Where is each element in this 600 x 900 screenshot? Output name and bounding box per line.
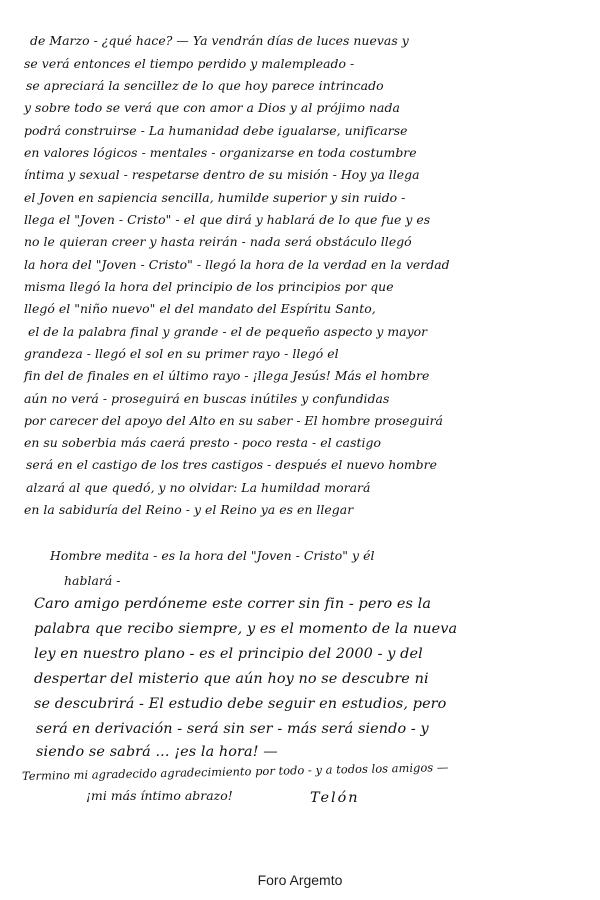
letter-line: Termino mi agradecido agradecimiento por todo - y a todos los amigos —: [21, 760, 449, 783]
letter-line: en valores lógicos - mentales - organizarse en toda costumbre: [24, 145, 417, 160]
letter-line: de Marzo - ¿qué hace? — Ya vendrán días de luces nuevas y: [30, 33, 409, 48]
letter-line: misma llegó la hora del principio de los principios por que: [24, 279, 394, 294]
letter-line: en la sabiduría del Reino - y el Reino ya es en llegar: [24, 502, 354, 517]
letter-line: por carecer del apoyo del Alto en su saber - El hombre proseguirá: [24, 413, 443, 428]
letter-line: Hombre medita - es la hora del "Joven - Cristo" y él: [50, 548, 375, 563]
letter-line: alzará al que quedó, y no olvidar: La humildad morará: [26, 480, 371, 495]
letter-line: ley en nuestro plano - es el principio del 2000 - y del: [34, 646, 423, 662]
image-caption: Foro Argemto: [257, 872, 343, 888]
letter-line: siendo se sabrá ... ¡es la hora! —: [36, 744, 278, 760]
letter-line: será en el castigo de los tres castigos - después el nuevo hombre: [26, 457, 437, 472]
letter-line: grandeza - llegó el sol en su primer rayo - llegó el: [24, 346, 339, 361]
letter-line: se verá entonces el tiempo perdido y malempleado -: [24, 56, 355, 71]
signature: Telón: [310, 790, 360, 806]
letter-line: y sobre todo se verá que con amor a Dios y al prójimo nada: [24, 100, 400, 115]
letter-line: despertar del misterio que aún hoy no se descubre ni: [34, 671, 429, 687]
letter-line: podrá construirse - La humanidad debe igualarse, unificarse: [24, 123, 408, 138]
letter-line: el de la palabra final y grande - el de pequeño aspecto y mayor: [28, 324, 428, 339]
handwritten-letter: [22, 20, 582, 820]
letter-line: se apreciará la sencillez de lo que hoy parece intrincado: [26, 78, 384, 93]
letter-line: llega el "Joven - Cristo" - el que dirá y hablará de lo que fue y es: [24, 212, 431, 227]
letter-line: la hora del "Joven - Cristo" - llegó la hora de la verdad en la verdad: [24, 257, 450, 272]
letter-line: ¡mi más íntimo abrazo!: [86, 788, 233, 803]
letter-line: aún no verá - proseguirá en buscas inútiles y confundidas: [24, 391, 390, 406]
letter-line: fin del de finales en el último rayo - ¡llega Jesús! Más el hombre: [24, 368, 430, 383]
letter-line: Caro amigo perdóneme este correr sin fin - pero es la: [34, 596, 432, 612]
letter-line: se descubrirá - El estudio debe seguir en estudios, pero: [34, 696, 447, 712]
letter-line: no le quieran creer y hasta reirán - nada será obstáculo llegó: [24, 234, 412, 249]
letter-line: llegó el "niño nuevo" el del mandato del Espíritu Santo,: [24, 301, 376, 316]
letter-line: íntima y sexual - respetarse dentro de su misión - Hoy ya llega: [24, 167, 420, 182]
letter-line: palabra que recibo siempre, y es el momento de la nueva: [34, 621, 458, 637]
letter-line: será en derivación - será sin ser - más será siendo - y: [36, 721, 429, 737]
letter-line: el Joven en sapiencia sencilla, humilde superior y sin ruido -: [24, 190, 406, 205]
letter-line: hablará -: [64, 573, 121, 588]
letter-line: en su soberbia más caerá presto - poco resta - el castigo: [24, 435, 382, 450]
